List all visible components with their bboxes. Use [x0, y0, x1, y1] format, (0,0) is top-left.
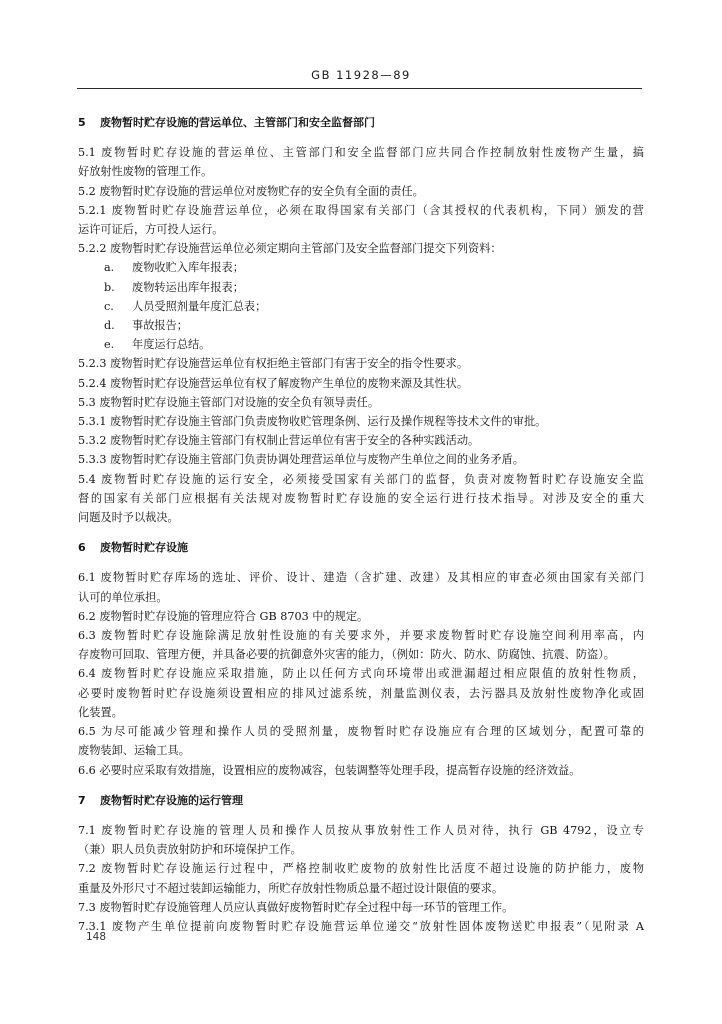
list-item-text: 事故报告；: [132, 319, 188, 333]
paragraph-5-3-2: 5.3.2 废物暂时贮存设施主管部门有权制止营运单位有害于安全的各种实践活动。: [78, 434, 480, 448]
section-5-heading: [78, 113, 644, 132]
paragraph-line: 5.4 废物暂时贮存设施的运行安全，必须接受国家有关部门的监督，负责对废物暂时贮存设施安全监: [78, 472, 644, 486]
paragraph-7-3-1: 7.3.1 废物产生单位提前向废物暂时贮存设施营运单位递交“放射性固体废物送贮申报表”（见附录 A: [78, 919, 644, 933]
paragraph-line: 化装置。: [78, 705, 123, 719]
paragraph-7-2: [78, 859, 644, 897]
list-item-text: 人员受照剂量年度汇总表；: [132, 299, 267, 313]
section-number: 7: [78, 793, 86, 807]
paragraph-line: 好放射性废物的管理工作。: [78, 165, 213, 179]
paragraph-line: 6.3 废物暂时贮存设施除满足放射性设施的有关要求外，并要求废物暂时贮存设施空间利用率高，内: [78, 629, 644, 643]
paragraph-line: 存废物可回取、管理方便，并具备必要的抗御意外灾害的能力，（例如：防火、防水、防腐蚀、抗震、防盗）。: [78, 648, 615, 662]
paragraph-6-1: [78, 568, 644, 606]
list-item: [78, 258, 644, 277]
section-title: 废物暂时贮存设施的运行管理: [100, 793, 243, 807]
list-item: [78, 297, 644, 316]
section-6-heading: [78, 538, 644, 557]
section-title: 废物暂时贮存设施: [100, 541, 188, 555]
paragraph-line: 必要时废物暂时贮存设施须设置相应的排风过滤系统，剂量监测仪表，去污器具及放射性废物净化或固: [78, 686, 644, 700]
paragraph-line: 5.2.1 废物暂时贮存设施营运单位，必须在取得国家有关部门（含其授权的代表机构，下同）颁发的营: [78, 203, 644, 217]
paragraph-5-3-1: 5.3.1 废物暂时贮存设施主管部门负责废物收贮管理条例、运行及操作规程等技术文件的审批。: [78, 415, 547, 429]
section-7-heading: [78, 791, 644, 810]
paragraph-5-2-3: 5.2.3 废物暂时贮存设施营运单位有权拒绝主管部门有害于安全的指令性要求。: [78, 357, 469, 371]
paragraph-5-1: [78, 143, 644, 181]
paragraph-line: 6.5 为尽可能减少管理和操作人员的受照剂量，废物暂时贮存设施应有合理的区域划分，配置可靠的: [78, 725, 644, 739]
paragraph-line: 认可的单位承担。: [78, 590, 168, 604]
list-item: [78, 278, 644, 297]
section-number: 6: [78, 541, 86, 555]
paragraph-line: 5.1 废物暂时贮存设施的营运单位、主管部门和安全监督部门应共同合作控制放射性废物产生量，搞: [78, 146, 644, 160]
paragraph-6-6: 6.6 必要时应采取有效措施，设置相应的废物减容，包装调整等处理手段，提高暂存设施的经济效益。: [78, 763, 581, 777]
section-number: 5: [78, 116, 86, 129]
list-item-text: 废物转运出库年报表；: [132, 280, 244, 294]
list-item-label: a.: [104, 261, 115, 275]
standard-number-header: GB 11928—89: [311, 68, 411, 82]
list-item: [78, 335, 644, 354]
list-item-text: 废物收贮入库年报表；: [132, 261, 244, 275]
list-item-label: b.: [104, 280, 115, 294]
paragraph-6-2: 6.2 废物暂时贮存设施的管理应符合 GB 8703 中的规定。: [78, 609, 369, 623]
paragraph-5-3-3: 5.3.3 废物暂时贮存设施主管部门负责协调处理营运单位与废物产生单位之间的业务矛盾。: [78, 453, 524, 467]
paragraph-5-2: 5.2 废物暂时贮存设施的营运单位对废物贮存的安全负有全面的责任。: [78, 184, 424, 198]
paragraph-5-2-2: 5.2.2 废物暂时贮存设施营运单位必须定期向主管部门及安全监督部门提交下列资料：: [78, 242, 502, 256]
paragraph-line: （兼）职人员负责放射防护和环境保护工作。: [78, 843, 302, 857]
paragraph-line: 6.1 废物暂时贮存库场的选址、评价、设计、建造（含扩建、改建）及其相应的审查必须由国家有关部门: [78, 571, 644, 585]
paragraph-line: 7.2 废物暂时贮存设施运行过程中，严格控制收贮废物的放射性比活度不超过设施的防护能力，废物: [78, 862, 644, 876]
paragraph-5-4: [78, 470, 644, 528]
report-list: [78, 258, 644, 354]
paragraph-line: 7.1 废物暂时贮存设施的管理人员和操作人员按从事放射性工作人员对待，执行 GB 4792，设立专: [78, 823, 644, 837]
paragraph-5-2-1: [78, 201, 644, 239]
section-title: 废物暂时贮存设施的营运单位、主管部门和安全监督部门: [100, 116, 375, 129]
page-number: 148: [86, 931, 107, 943]
paragraph-line: 问题及时予以裁决。: [78, 511, 179, 525]
paragraph-7-3: 7.3 废物暂时贮存设施管理人员应认真做好废物暂时贮存全过程中每一环节的管理工作。: [78, 900, 514, 914]
paragraph-6-4: [78, 664, 644, 722]
paragraph-line: 督的国家有关部门应根据有关法规对废物暂时贮存设施的安全运行进行技术指导。对涉及安全的重大: [78, 491, 644, 505]
paragraph-5-2-4: 5.2.4 废物暂时贮存设施营运单位有权了解废物产生单位的废物来源及其性状。: [78, 376, 469, 390]
paragraph-7-1: [78, 821, 644, 859]
list-item-label: d.: [104, 319, 115, 333]
paragraph-line: 6.4 废物暂时贮存设施应采取措施，防止以任何方式向环境带出或泄漏超过相应限值的放射性物质，: [78, 667, 644, 681]
paragraph-6-3: [78, 626, 644, 664]
header-rule: [77, 88, 642, 89]
list-item: [78, 316, 644, 335]
paragraph-5-3: 5.3 废物暂时贮存设施主管部门对设施的安全负有领导责任。: [78, 395, 380, 409]
paragraph-6-5: [78, 722, 644, 760]
document-body: [78, 113, 644, 936]
list-item-text: 年度运行总结。: [132, 338, 211, 352]
list-item-label: e.: [104, 338, 115, 352]
list-item-label: c.: [104, 299, 114, 313]
paragraph-line: 运许可证后，方可投人运行。: [78, 223, 224, 237]
paragraph-line: 废物装卸、运输工具。: [78, 744, 190, 758]
paragraph-line: 重量及外形尺寸不超过装卸运输能力，所贮存放射性物质总量不超过设计限值的要求。: [78, 881, 504, 895]
